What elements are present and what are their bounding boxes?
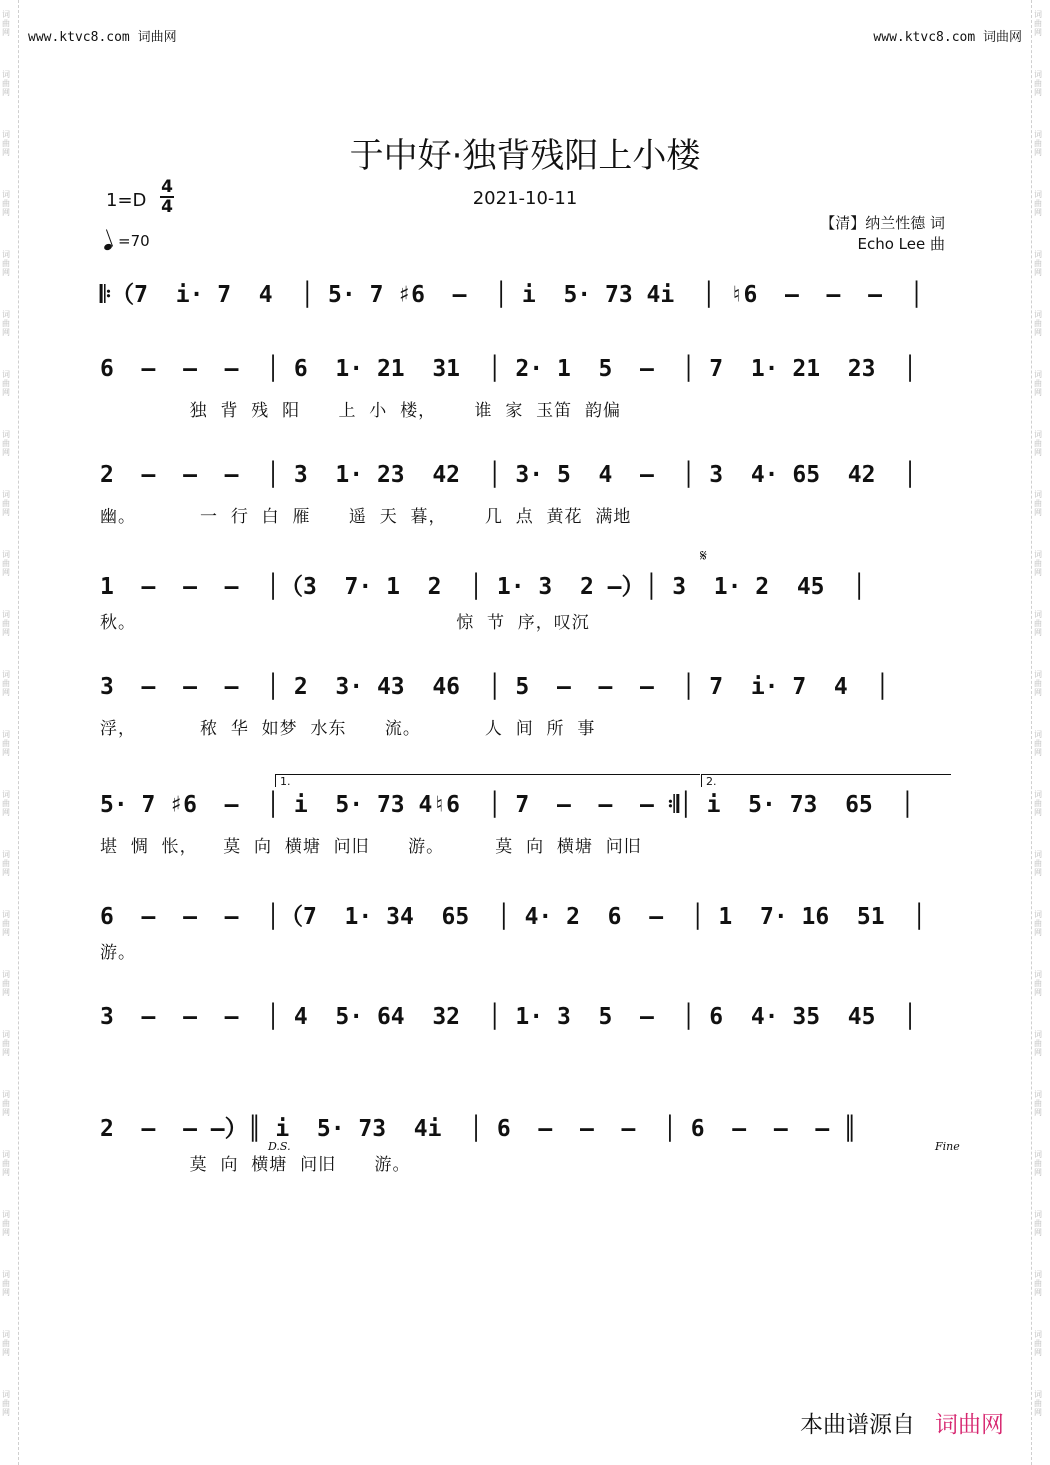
time-signature-top: 4	[161, 177, 173, 197]
side-watermark: 词曲网	[2, 910, 10, 937]
side-watermark: 词曲网	[1034, 490, 1042, 517]
footer-source-label: 本曲谱源自	[800, 1412, 915, 1438]
lyrics-line-7: 游。	[100, 943, 136, 963]
time-signature	[160, 178, 174, 216]
side-watermark: 词曲网	[1034, 1150, 1042, 1177]
side-watermark: 词曲网	[2, 1150, 10, 1177]
lyrics-line-9: 莫 向 横塘 问旧 游。	[100, 1155, 411, 1175]
notes-line-6: 5· 7 ♯6 – │ i 5· 73 4♮6 │ 7 – – – 𝄇│ i 5· 73 65 │	[100, 792, 915, 818]
side-watermark: 词曲网	[2, 1090, 10, 1117]
lyricist-credit: 【清】纳兰性德 词	[820, 214, 945, 232]
notes-line-3: 2 – – – │ 3 1· 23 42 │ 3· 5 4 – │ 3 4· 65 42 │	[100, 462, 917, 488]
tempo-value: =70	[118, 232, 150, 250]
lyrics-line-5: 浮， 秾 华 如梦 水东 流。 人 间 所 事	[100, 719, 596, 739]
time-signature-bottom: 4	[161, 197, 173, 217]
side-watermark: 词曲网	[1034, 730, 1042, 757]
side-watermark: 词曲网	[2, 610, 10, 637]
lyrics-line-6: 堪 惆 怅， 莫 向 横塘 问旧 游。 莫 向 横塘 问旧	[100, 837, 642, 857]
footer-site-link[interactable]: 词曲网	[935, 1412, 1004, 1438]
side-watermark: 词曲网	[2, 670, 10, 697]
ds-marking: D.S.	[268, 1140, 291, 1153]
side-watermark: 词曲网	[1034, 610, 1042, 637]
header-site-right[interactable]: www.ktvc8.com 词曲网	[873, 30, 1022, 45]
side-watermark: 词曲网	[1034, 1030, 1042, 1057]
side-watermark: 词曲网	[2, 370, 10, 397]
volta-second-ending: 2.	[701, 774, 951, 787]
notes-line-9: 2 – – –）║ i 5· 73 4i │ 6 – – – │ 6 – – – ║	[100, 1116, 857, 1142]
side-watermark: 词曲网	[2, 790, 10, 817]
tempo-marking	[104, 232, 150, 250]
side-watermark: 词曲网	[2, 70, 10, 97]
side-watermark: 词曲网	[2, 1330, 10, 1357]
side-watermark: 词曲网	[2, 10, 10, 37]
side-watermark: 词曲网	[2, 490, 10, 517]
side-watermark: 词曲网	[1034, 850, 1042, 877]
side-watermark: 词曲网	[1034, 1270, 1042, 1297]
side-watermark: 词曲网	[1034, 670, 1042, 697]
lyrics-line-2: 独 背 残 阳 上 小 楼， 谁 家 玉笛 韵偏	[100, 401, 621, 421]
left-margin-strip	[0, 0, 19, 1465]
side-watermark: 词曲网	[2, 1270, 10, 1297]
notes-line-7: 6 – – – │（7 1· 34 65 │ 4· 2 6 – │ 1 7· 16 51 │	[100, 904, 927, 930]
side-watermark: 词曲网	[1034, 430, 1042, 457]
composer-credit: Echo Lee 曲	[857, 235, 945, 253]
volta-first-ending: 1.	[275, 774, 700, 787]
side-watermark: 词曲网	[1034, 190, 1042, 217]
side-watermark: 词曲网	[1034, 370, 1042, 397]
side-watermark: 词曲网	[2, 250, 10, 277]
side-watermark: 词曲网	[2, 430, 10, 457]
side-watermark: 词曲网	[2, 850, 10, 877]
notes-line-1: 𝄆（7 i· 7 4 │ 5· 7 ♯6 – │ i 5· 73 4i │ ♮6 – – – │	[100, 282, 924, 308]
notes-line-4: 1 – – – │（3 7· 1 2 │ 1· 3 2 –）│ 3 1· 2 45 │	[100, 574, 867, 600]
side-watermark: 词曲网	[1034, 1090, 1042, 1117]
notes-line-5: 3 – – – │ 2 3· 43 46 │ 5 – – – │ 7 i· 7 4 │	[100, 674, 890, 700]
notes-line-8: 3 – – – │ 4 5· 64 32 │ 1· 3 5 – │ 6 4· 35 45 │	[100, 1004, 917, 1030]
side-watermark: 词曲网	[2, 1210, 10, 1237]
side-watermark: 词曲网	[2, 130, 10, 157]
side-watermark: 词曲网	[1034, 1390, 1042, 1417]
lyrics-line-3: 幽。 一 行 白 雁 遥 天 暮， 几 点 黄花 满地	[100, 507, 632, 527]
side-watermark: 词曲网	[1034, 310, 1042, 337]
side-watermark: 词曲网	[2, 190, 10, 217]
side-watermark: 词曲网	[1034, 10, 1042, 37]
segno-icon: 𝄋	[700, 546, 707, 565]
side-watermark: 词曲网	[1034, 970, 1042, 997]
side-watermark: 词曲网	[1034, 550, 1042, 577]
side-watermark: 词曲网	[1034, 1210, 1042, 1237]
side-watermark: 词曲网	[1034, 70, 1042, 97]
notes-line-2: 6 – – – │ 6 1· 21 31 │ 2· 1 5 – │ 7 1· 21 23 │	[100, 356, 917, 382]
score-date: 2021-10-11	[472, 188, 578, 209]
side-watermark: 词曲网	[2, 550, 10, 577]
side-watermark: 词曲网	[2, 310, 10, 337]
quarter-note-icon	[103, 243, 113, 251]
side-watermark: 词曲网	[2, 730, 10, 757]
lyrics-line-4: 秋。 惊 节 序，叹沉	[100, 613, 590, 633]
header-site-left[interactable]: www.ktvc8.com 词曲网	[28, 30, 177, 45]
side-watermark: 词曲网	[1034, 250, 1042, 277]
right-margin-strip	[1031, 0, 1050, 1465]
side-watermark: 词曲网	[1034, 790, 1042, 817]
side-watermark: 词曲网	[1034, 1330, 1042, 1357]
fine-marking: Fine	[935, 1140, 960, 1153]
side-watermark: 词曲网	[2, 1390, 10, 1417]
side-watermark: 词曲网	[2, 1030, 10, 1057]
score-title: 于中好·独背残阳上小楼	[349, 136, 701, 176]
key-signature: 1=D	[106, 190, 147, 211]
side-watermark: 词曲网	[1034, 130, 1042, 157]
side-watermark: 词曲网	[1034, 910, 1042, 937]
footer-source	[800, 1406, 1004, 1439]
side-watermark: 词曲网	[2, 970, 10, 997]
